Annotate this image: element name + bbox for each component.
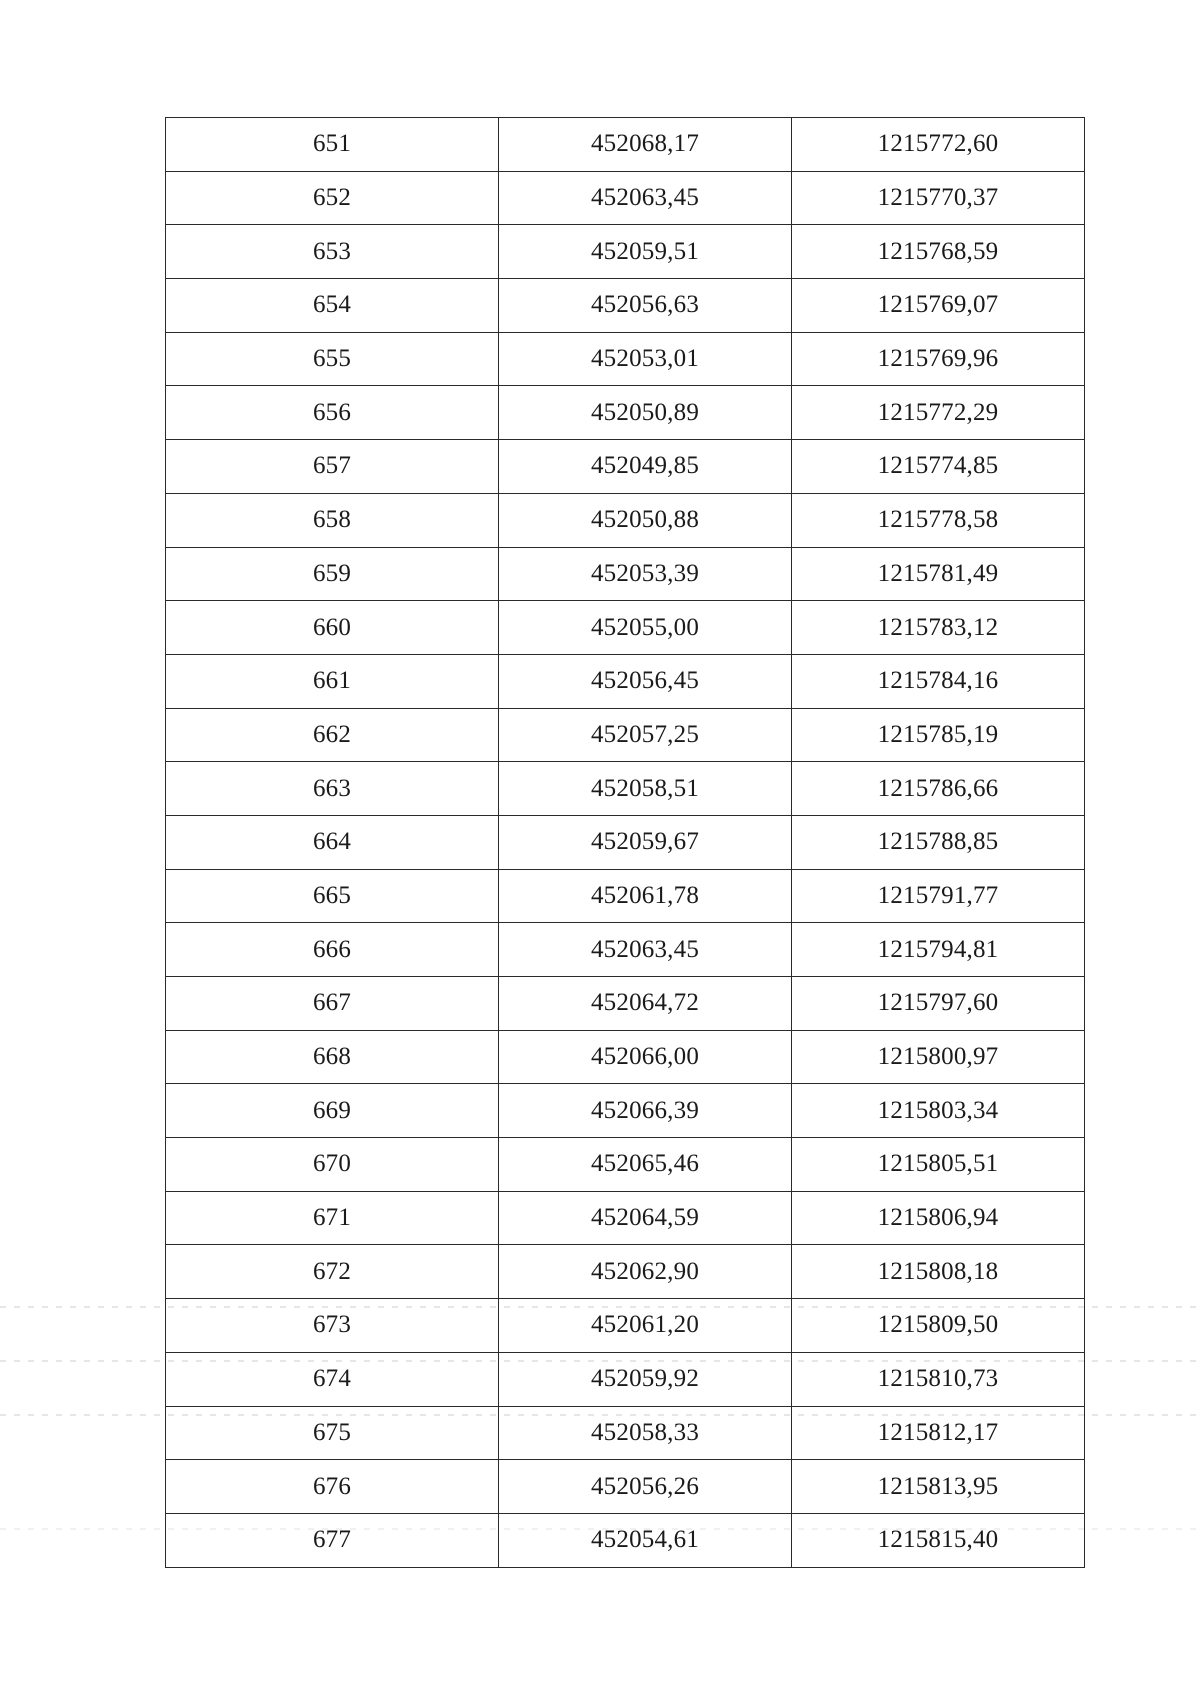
point-number-cell: 659 (166, 547, 499, 601)
table-row (166, 1299, 1085, 1353)
y-coordinate-cell: 1215781,49 (792, 547, 1085, 601)
table-row (166, 1406, 1085, 1460)
y-coordinate-cell: 1215770,37 (792, 171, 1085, 225)
point-number-cell: 660 (166, 601, 499, 655)
y-coordinate-cell: 1215805,51 (792, 1138, 1085, 1192)
x-coordinate-cell: 452063,45 (499, 171, 792, 225)
point-number-cell: 653 (166, 225, 499, 279)
y-coordinate-cell: 1215797,60 (792, 977, 1085, 1031)
x-coordinate-cell: 452065,46 (499, 1138, 792, 1192)
x-coordinate-cell: 452050,88 (499, 493, 792, 547)
table-row (166, 1460, 1085, 1514)
table-row (166, 547, 1085, 601)
point-number-cell: 669 (166, 1084, 499, 1138)
x-coordinate-cell: 452050,89 (499, 386, 792, 440)
point-number-cell: 676 (166, 1460, 499, 1514)
x-coordinate-cell: 452066,00 (499, 1030, 792, 1084)
table-row (166, 815, 1085, 869)
y-coordinate-cell: 1215786,66 (792, 762, 1085, 816)
y-coordinate-cell: 1215769,96 (792, 332, 1085, 386)
table-row (166, 1084, 1085, 1138)
x-coordinate-cell: 452061,20 (499, 1299, 792, 1353)
x-coordinate-cell: 452057,25 (499, 708, 792, 762)
x-coordinate-cell: 452054,61 (499, 1513, 792, 1567)
table-row (166, 118, 1085, 172)
table-row (166, 1191, 1085, 1245)
y-coordinate-cell: 1215785,19 (792, 708, 1085, 762)
point-number-cell: 662 (166, 708, 499, 762)
point-number-cell: 655 (166, 332, 499, 386)
y-coordinate-cell: 1215806,94 (792, 1191, 1085, 1245)
coordinates-table (165, 117, 1085, 1568)
y-coordinate-cell: 1215768,59 (792, 225, 1085, 279)
x-coordinate-cell: 452053,39 (499, 547, 792, 601)
y-coordinate-cell: 1215783,12 (792, 601, 1085, 655)
y-coordinate-cell: 1215772,29 (792, 386, 1085, 440)
table-row (166, 332, 1085, 386)
point-number-cell: 663 (166, 762, 499, 816)
y-coordinate-cell: 1215772,60 (792, 118, 1085, 172)
y-coordinate-cell: 1215788,85 (792, 815, 1085, 869)
point-number-cell: 670 (166, 1138, 499, 1192)
x-coordinate-cell: 452056,45 (499, 654, 792, 708)
table-row (166, 601, 1085, 655)
table-row (166, 1138, 1085, 1192)
y-coordinate-cell: 1215794,81 (792, 923, 1085, 977)
point-number-cell: 658 (166, 493, 499, 547)
x-coordinate-cell: 452062,90 (499, 1245, 792, 1299)
x-coordinate-cell: 452063,45 (499, 923, 792, 977)
point-number-cell: 665 (166, 869, 499, 923)
point-number-cell: 652 (166, 171, 499, 225)
y-coordinate-cell: 1215809,50 (792, 1299, 1085, 1353)
point-number-cell: 673 (166, 1299, 499, 1353)
y-coordinate-cell: 1215784,16 (792, 654, 1085, 708)
y-coordinate-cell: 1215815,40 (792, 1513, 1085, 1567)
point-number-cell: 677 (166, 1513, 499, 1567)
x-coordinate-cell: 452055,00 (499, 601, 792, 655)
table-row (166, 869, 1085, 923)
table-row (166, 1245, 1085, 1299)
y-coordinate-cell: 1215812,17 (792, 1406, 1085, 1460)
point-number-cell: 664 (166, 815, 499, 869)
table-row (166, 279, 1085, 333)
table-row (166, 171, 1085, 225)
point-number-cell: 666 (166, 923, 499, 977)
y-coordinate-cell: 1215778,58 (792, 493, 1085, 547)
x-coordinate-cell: 452056,26 (499, 1460, 792, 1514)
y-coordinate-cell: 1215813,95 (792, 1460, 1085, 1514)
point-number-cell: 661 (166, 654, 499, 708)
x-coordinate-cell: 452059,51 (499, 225, 792, 279)
point-number-cell: 654 (166, 279, 499, 333)
x-coordinate-cell: 452053,01 (499, 332, 792, 386)
table-row (166, 493, 1085, 547)
x-coordinate-cell: 452061,78 (499, 869, 792, 923)
coordinates-table-body (166, 118, 1085, 1568)
table-row (166, 1352, 1085, 1406)
point-number-cell: 657 (166, 440, 499, 494)
table-row (166, 923, 1085, 977)
point-number-cell: 651 (166, 118, 499, 172)
x-coordinate-cell: 452059,92 (499, 1352, 792, 1406)
table-row (166, 1513, 1085, 1567)
x-coordinate-cell: 452068,17 (499, 118, 792, 172)
table-row (166, 977, 1085, 1031)
y-coordinate-cell: 1215803,34 (792, 1084, 1085, 1138)
point-number-cell: 672 (166, 1245, 499, 1299)
point-number-cell: 667 (166, 977, 499, 1031)
y-coordinate-cell: 1215810,73 (792, 1352, 1085, 1406)
table-row (166, 1030, 1085, 1084)
y-coordinate-cell: 1215769,07 (792, 279, 1085, 333)
table-row (166, 708, 1085, 762)
x-coordinate-cell: 452066,39 (499, 1084, 792, 1138)
x-coordinate-cell: 452058,33 (499, 1406, 792, 1460)
x-coordinate-cell: 452064,72 (499, 977, 792, 1031)
table-row (166, 440, 1085, 494)
y-coordinate-cell: 1215800,97 (792, 1030, 1085, 1084)
point-number-cell: 668 (166, 1030, 499, 1084)
table-row (166, 386, 1085, 440)
point-number-cell: 671 (166, 1191, 499, 1245)
x-coordinate-cell: 452056,63 (499, 279, 792, 333)
x-coordinate-cell: 452064,59 (499, 1191, 792, 1245)
point-number-cell: 675 (166, 1406, 499, 1460)
point-number-cell: 656 (166, 386, 499, 440)
y-coordinate-cell: 1215808,18 (792, 1245, 1085, 1299)
y-coordinate-cell: 1215774,85 (792, 440, 1085, 494)
table-row (166, 654, 1085, 708)
table-row (166, 225, 1085, 279)
table-row (166, 762, 1085, 816)
point-number-cell: 674 (166, 1352, 499, 1406)
x-coordinate-cell: 452059,67 (499, 815, 792, 869)
x-coordinate-cell: 452049,85 (499, 440, 792, 494)
x-coordinate-cell: 452058,51 (499, 762, 792, 816)
y-coordinate-cell: 1215791,77 (792, 869, 1085, 923)
